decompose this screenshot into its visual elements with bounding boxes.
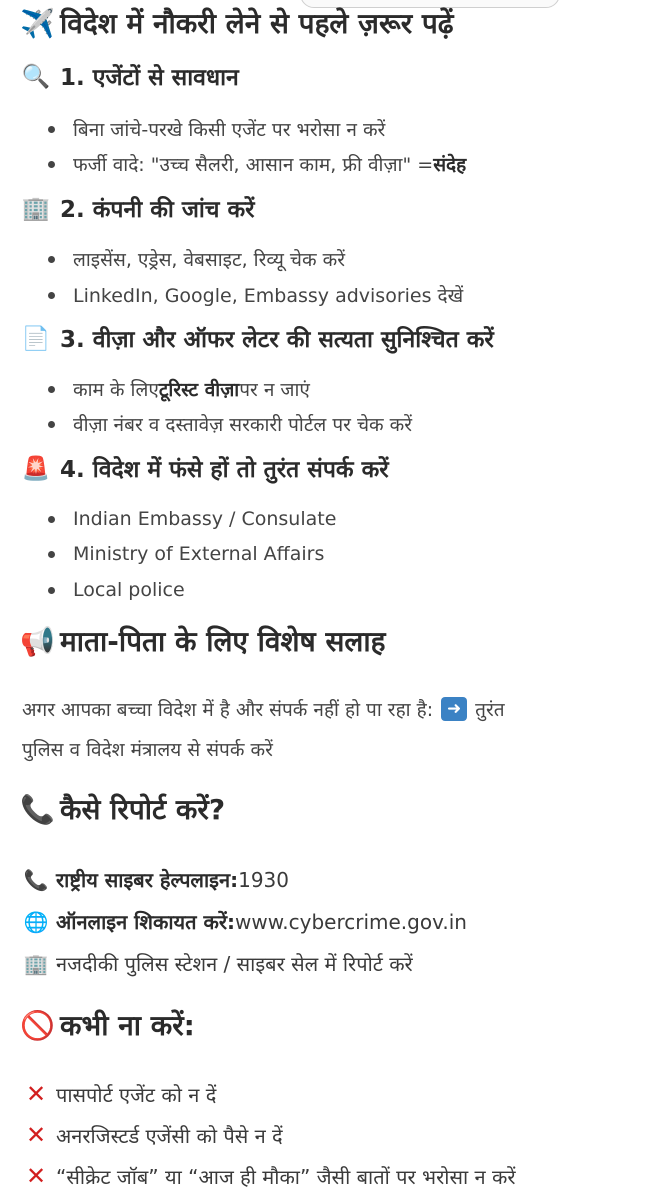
bullet <box>48 292 55 299</box>
bullet <box>48 551 55 558</box>
bullet <box>48 421 55 428</box>
report-label: राष्ट्रीय साइबर हेल्पलाइन: <box>56 868 239 892</box>
report-heading <box>20 790 225 828</box>
report-label: ऑनलाइन शिकायत करें: <box>56 910 236 934</box>
list-item <box>48 579 185 601</box>
cross-mark-icon: ✕ <box>25 1080 47 1108</box>
section-heading-company <box>20 192 255 224</box>
telephone-icon: 📞 <box>20 792 55 826</box>
parents-line1-text: अगर आपका बच्चा विदेश में है और संपर्क नहीं हो पा रहा है: <box>22 699 434 721</box>
list-item <box>48 151 466 177</box>
prohibited-icon: 🚫 <box>20 1008 55 1042</box>
report-online <box>22 908 467 935</box>
parents-advice-line2: पुलिस व विदेश मंत्रालय से संपर्क करें <box>22 739 273 761</box>
list-item-text: लाइसेंस, एड्रेस, वेबसाइट, रिव्यू चेक करें <box>73 249 345 271</box>
siren-icon: 🚨 <box>21 455 51 482</box>
bullet <box>48 256 55 263</box>
report-helpline <box>22 866 289 893</box>
helpline-number[interactable]: 1930 <box>238 867 289 892</box>
globe-icon: 🌐 <box>23 909 49 934</box>
list-item-text: फर्जी वादे: "उच्च सैलरी, आसान काम, फ्री वीज़ा" = <box>73 154 434 176</box>
section-heading-text: 4. विदेश में फंसे हों तो तुरंत संपर्क करें <box>60 457 389 483</box>
list-item-text: वीज़ा नंबर व दस्तावेज़ सरकारी पोर्टल पर चेक करें <box>73 414 413 436</box>
section-heading-stuck-abroad <box>20 452 389 484</box>
megaphone-icon: 📢 <box>20 624 55 658</box>
list-item-text: Local police <box>73 579 185 601</box>
never-item <box>22 1080 216 1108</box>
list-item-text-post: पर न जाएं <box>239 379 310 401</box>
bullet <box>48 587 55 594</box>
report-heading-text: कैसे रिपोर्ट करें? <box>60 793 226 826</box>
bullet <box>48 516 55 523</box>
list-item-text: Ministry of External Affairs <box>73 543 325 565</box>
list-item <box>48 246 345 272</box>
bullet <box>48 386 55 393</box>
never-item <box>22 1162 516 1190</box>
list-item-text: LinkedIn, Google, Embassy advisories देखें <box>73 285 464 307</box>
telephone-icon: 📞 <box>23 867 49 892</box>
document-icon: 📄 <box>21 325 51 352</box>
parents-advice-heading <box>20 622 386 660</box>
list-item-text: Indian Embassy / Consulate <box>73 508 337 530</box>
bullet <box>48 161 55 168</box>
list-item <box>48 411 412 437</box>
page-title-text: विदेश में नौकरी लेने से पहले ज़रूर पढ़ें <box>60 7 454 40</box>
list-item <box>48 376 310 402</box>
never-item <box>22 1121 283 1149</box>
section-heading-text: 1. एजेंटों से सावधान <box>60 65 239 91</box>
page-title <box>20 4 454 42</box>
airplane-icon: ✈️ <box>20 6 55 40</box>
list-item <box>48 282 463 308</box>
cybercrime-link[interactable]: www.cybercrime.gov.in <box>235 909 467 934</box>
magnifier-icon: 🔍 <box>21 63 51 90</box>
report-police-text: नजदीकी पुलिस स्टेशन / साइबर सेल में रिपोर्ट करें <box>56 952 413 976</box>
section-heading-text: 3. वीज़ा और ऑफर लेटर की सत्यता सुनिश्चित करें <box>60 327 494 353</box>
office-building-icon: 🏢 <box>21 195 51 222</box>
list-item <box>48 543 324 565</box>
list-item-text: काम के लिए <box>73 379 159 401</box>
office-building-icon: 🏢 <box>23 951 49 976</box>
never-item-text: पासपोर्ट एजेंट को न दें <box>56 1082 217 1107</box>
list-item-text: बिना जांचे-परखे किसी एजेंट पर भरोसा न करें <box>73 119 386 141</box>
never-heading-text: कभी ना करें: <box>60 1009 195 1042</box>
never-do-heading <box>20 1006 195 1044</box>
section-heading-agents <box>20 60 239 92</box>
section-heading-text: 2. कंपनी की जांच करें <box>60 197 255 223</box>
report-police <box>22 950 413 977</box>
parents-line1-post: तुरंत <box>475 699 505 721</box>
list-item <box>48 508 336 530</box>
list-item-bold: टूरिस्ट वीज़ा <box>158 379 240 401</box>
list-item <box>48 116 385 142</box>
never-item-text: “सीक्रेट जॉब” या “आज ही मौका” जैसी बातों पर भरोसा न करें <box>56 1164 516 1189</box>
section-heading-visa <box>20 322 494 354</box>
never-item-text: अनरजिस्टर्ड एजेंसी को पैसे न दें <box>56 1123 283 1148</box>
right-arrow-icon: ➜ <box>441 697 467 721</box>
list-item-bold: संदेह <box>433 154 467 176</box>
bullet <box>48 126 55 133</box>
cross-mark-icon: ✕ <box>25 1121 47 1149</box>
parents-heading-text: माता-पिता के लिए विशेष सलाह <box>60 625 386 658</box>
parents-advice-line1 <box>22 696 505 722</box>
cross-mark-icon: ✕ <box>25 1162 47 1190</box>
